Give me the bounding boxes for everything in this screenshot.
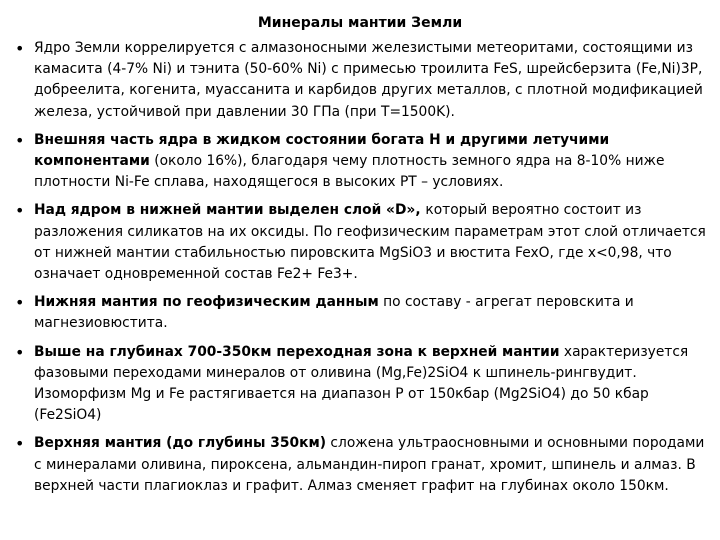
bullet-list (14, 38, 706, 497)
bullet-item-lower-mantle (14, 292, 706, 334)
bullet-bold: Выше на глубинах 700-350км переходная зона к верхней мантии (34, 343, 560, 360)
bullet-text: характеризуется фазовыми переходами минералов от оливина (Mg,Fe)2SiO4 к шпинель-рингвудит. Изоморфизм Mg и Fe растягивается на диапазон P от 150кбар (Mg2SiO4) до 50 кбар (Fe2SiO4) (34, 343, 689, 424)
bullet-text: который вероятно состоит из разложения силикатов на их оксиды. По геофизическим параметрам этот слой отличается от нижней мантии стабильностью пировскита MgSiO3 и вюстита FexO, где x<0,98, что означает одновременной состав Fe2+ Fe3+. (34, 202, 706, 283)
bullet-item-d-layer (14, 200, 706, 285)
slide-title: Минералы мантии Земли (257, 15, 463, 31)
bullet-item-transition-zone (14, 342, 706, 427)
bullet-item-core (14, 38, 706, 123)
bullet-bold: Верхняя мантия (до глубины 350км) (34, 435, 327, 452)
bullet-item-outer-core (14, 130, 706, 194)
bullet-item-upper-mantle (14, 433, 706, 497)
bullet-text: (около 16%), благодаря чему плотность земного ядра на 8-10% ниже плотности Ni-Fe сплава, находящегося в высоких PT – условиях. (34, 153, 665, 191)
bullet-bold: Нижняя мантия по геофизическим данным (34, 294, 379, 311)
bullet-bold: Внешняя часть ядра в жидком состоянии богата H и другими летучими компонентами (34, 131, 610, 170)
bullet-bold: Над ядром в нижней мантии выделен слой «D», (34, 202, 426, 219)
bullet-text: сложена ультраосновными и основными породами с минералами оливина, пироксена, альмандин-пироп гранат, хромит, шпинель и алмаз. В верхней части плагиоклаз и графит. Алмаз сменяет графит на глубинах около 150км. (34, 435, 705, 494)
bullet-text: по составу - агрегат перовскита и магнезиовюстита. (34, 294, 634, 332)
bullet-text: Ядро Земли коррелируется с алмазоносными железистыми метеоритами, состоящими из камасита (4-7% Ni) и тэнита (50-60% Ni) с примесью троилита FeS, шрейсберзита (Fe,Ni)3P, добреелита, когенита, муассанита и карбидов других металлов, с плотной модификацией железа, устойчивой при давлении 30 ГПа (при T=1500K). (34, 40, 703, 120)
